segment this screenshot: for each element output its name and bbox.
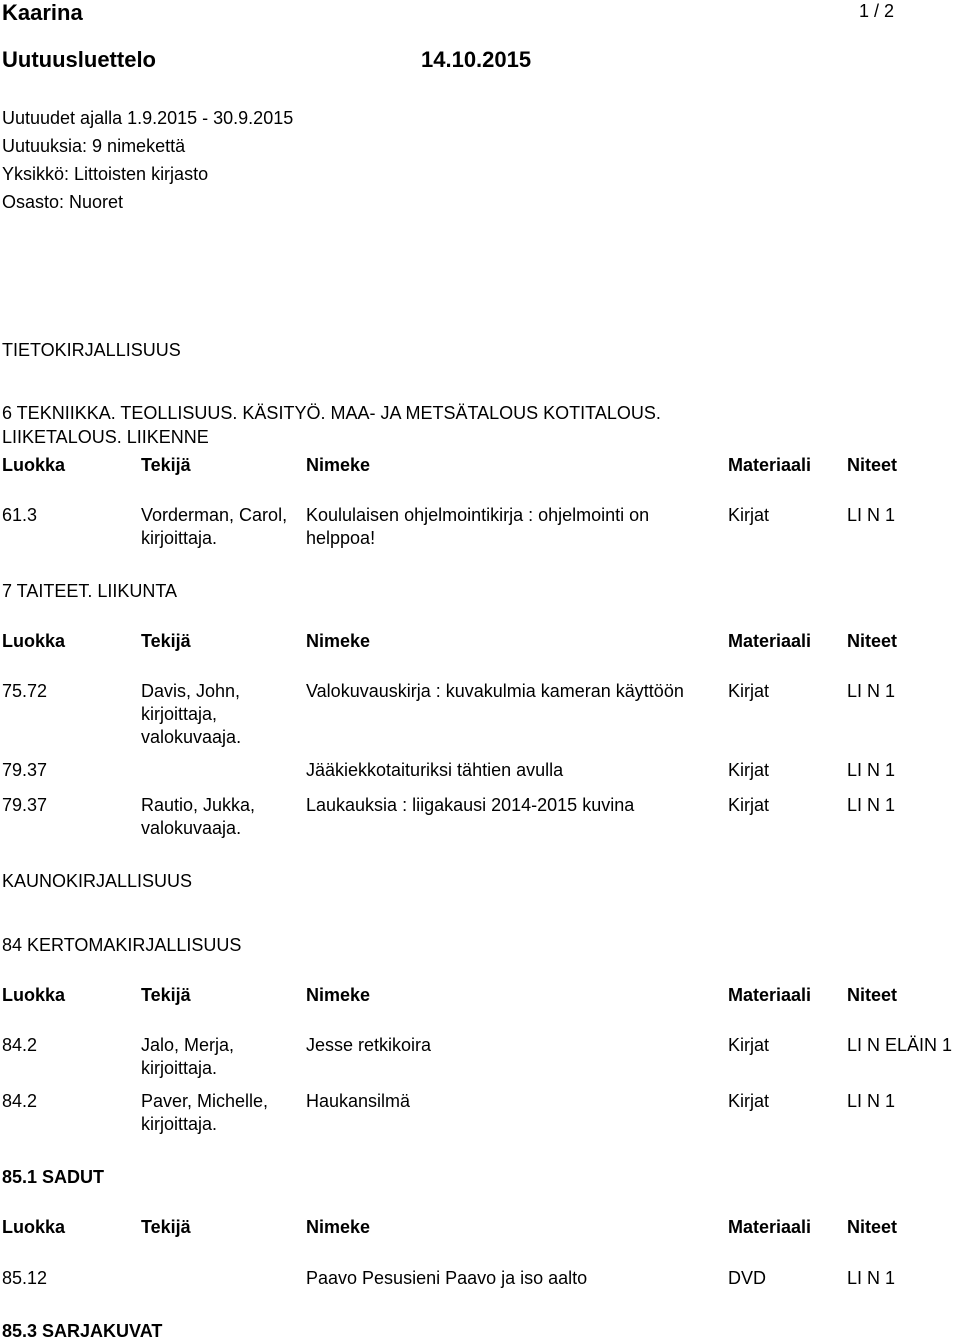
cell-luokka: 61.3 [2, 505, 38, 525]
subsection-heading: 84 KERTOMAKIRJALLISUUS [2, 935, 242, 955]
cell-nimeke: Jääkiekkotaituriksi tähtien avulla [306, 760, 564, 780]
subsection-heading: 85.1 SADUT [2, 1167, 105, 1187]
column-header-nimeke: Nimeke [306, 1217, 371, 1237]
cell-niteet: LI N 1 [847, 1268, 896, 1288]
cell-niteet: LI N ELÄIN 1 [847, 1035, 953, 1055]
cell-tekija: Rautio, Jukka, valokuvaaja. [141, 795, 256, 838]
cell-tekija: Jalo, Merja, kirjoittaja. [141, 1035, 235, 1078]
library-name: Kaarina [2, 0, 83, 25]
subsection-heading: 85.3 SARJAKUVAT [2, 1321, 163, 1341]
column-header-nimeke: Nimeke [306, 631, 371, 651]
column-header-materiaali: Materiaali [728, 985, 812, 1005]
cell-nimeke: Paavo Pesusieni Paavo ja iso aalto [306, 1268, 588, 1288]
subsection-heading-cont: LIIKETALOUS. LIIKENNE [2, 427, 209, 447]
cell-materiaali: DVD [728, 1268, 767, 1288]
cell-luokka: 75.72 [2, 681, 48, 701]
cell-nimeke: Laukauksia : liigakausi 2014-2015 kuvina [306, 795, 635, 815]
date-range: Uutuudet ajalla 1.9.2015 - 30.9.2015 [2, 108, 294, 128]
cell-tekija: Davis, John, kirjoittaja, valokuvaaja. [141, 681, 242, 747]
subsection-heading: 7 TAITEET. LIIKUNTA [2, 581, 178, 601]
cell-materiaali: Kirjat [728, 1035, 770, 1055]
column-header-tekija: Tekijä [141, 455, 191, 475]
cell-niteet: LI N 1 [847, 795, 896, 815]
cell-luokka: 85.12 [2, 1268, 48, 1288]
cell-niteet: LI N 1 [847, 1091, 896, 1111]
cell-materiaali: Kirjat [728, 760, 770, 780]
cell-tekija: Paver, Michelle, kirjoittaja. [141, 1091, 269, 1134]
title-count: Uutuuksia: 9 nimekettä [2, 136, 186, 156]
column-header-tekija: Tekijä [141, 1217, 191, 1237]
column-header-luokka: Luokka [2, 631, 66, 651]
cell-nimeke: Jesse retkikoira [306, 1035, 432, 1055]
cell-nimeke: Haukansilmä [306, 1091, 411, 1111]
column-header-niteet: Niteet [847, 985, 898, 1005]
cell-niteet: LI N 1 [847, 760, 896, 780]
cell-luokka: 84.2 [2, 1035, 38, 1055]
cell-niteet: LI N 1 [847, 681, 896, 701]
cell-luokka: 79.37 [2, 795, 48, 815]
department-name: Osasto: Nuoret [2, 192, 124, 212]
column-header-materiaali: Materiaali [728, 631, 812, 651]
section-heading: TIETOKIRJALLISUUS [2, 340, 181, 360]
column-header-nimeke: Nimeke [306, 985, 371, 1005]
cell-niteet: LI N 1 [847, 505, 896, 525]
list-title: Uutuusluettelo [2, 47, 156, 72]
cell-tekija: Vorderman, Carol, kirjoittaja. [141, 505, 288, 548]
column-header-luokka: Luokka [2, 455, 66, 475]
cell-nimeke: Valokuvauskirja : kuvakulmia kameran käyttöön [306, 681, 684, 701]
column-header-niteet: Niteet [847, 455, 898, 475]
cell-materiaali: Kirjat [728, 795, 770, 815]
column-header-tekija: Tekijä [141, 985, 191, 1005]
column-header-niteet: Niteet [847, 1217, 898, 1237]
cell-luokka: 79.37 [2, 760, 48, 780]
cell-materiaali: Kirjat [728, 1091, 770, 1111]
subsection-heading: 6 TEKNIIKKA. TEOLLISUUS. KÄSITYÖ. MAA- JA METSÄTALOUS KOTITALOUS. [2, 403, 661, 423]
column-header-nimeke: Nimeke [306, 455, 371, 475]
column-header-luokka: Luokka [2, 985, 66, 1005]
page-number: 1 / 2 [859, 1, 895, 21]
cell-luokka: 84.2 [2, 1091, 38, 1111]
cell-materiaali: Kirjat [728, 505, 770, 525]
cell-nimeke: Koululaisen ohjelmointikirja : ohjelmointi on helppoa! [306, 505, 650, 548]
list-date: 14.10.2015 [421, 47, 532, 72]
column-header-luokka: Luokka [2, 1217, 66, 1237]
cell-materiaali: Kirjat [728, 681, 770, 701]
column-header-materiaali: Materiaali [728, 455, 812, 475]
unit-name: Yksikkö: Littoisten kirjasto [2, 164, 209, 184]
column-header-niteet: Niteet [847, 631, 898, 651]
column-header-materiaali: Materiaali [728, 1217, 812, 1237]
column-header-tekija: Tekijä [141, 631, 191, 651]
section-heading: KAUNOKIRJALLISUUS [2, 871, 193, 891]
